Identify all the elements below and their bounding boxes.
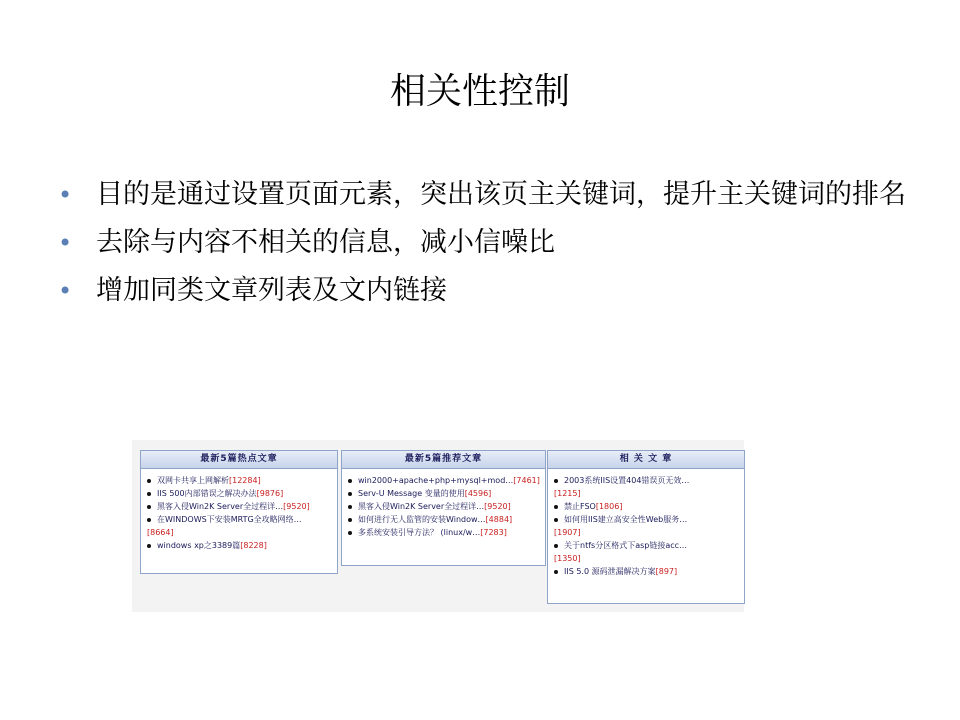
article-count: [7283]	[480, 528, 507, 537]
article-title[interactable]: win2000+apache+php+mysql+mod…	[358, 476, 514, 485]
bullet-dot-icon	[348, 518, 352, 522]
article-panels-screenshot	[132, 440, 744, 612]
article-item[interactable]	[554, 474, 740, 487]
bullet-dot-icon	[554, 479, 558, 483]
article-item[interactable]	[147, 513, 333, 526]
bullet-dot-icon	[554, 505, 558, 509]
article-count-line	[554, 552, 740, 565]
related-articles-panel	[547, 450, 745, 604]
article-item[interactable]	[348, 474, 541, 487]
article-title[interactable]: windows xp之3389篇	[157, 541, 241, 550]
article-item[interactable]	[147, 500, 333, 513]
article-count: [7461]	[513, 476, 540, 485]
bullet-dot-icon	[348, 531, 352, 535]
article-item[interactable]	[554, 500, 740, 513]
article-title[interactable]: 禁止FSO	[564, 502, 596, 511]
article-count: [1350]	[554, 554, 581, 563]
article-list	[548, 469, 744, 578]
article-title[interactable]: IIS 500内部错误之解决办法	[157, 489, 257, 498]
article-count: [8664]	[147, 528, 174, 537]
article-item[interactable]	[348, 487, 541, 500]
panel-header: 相 关 文 章	[548, 451, 744, 469]
bullet-dot-icon	[147, 492, 151, 496]
panel-header: 最新5篇推荐文章	[342, 451, 545, 469]
bullet-dot-icon	[147, 518, 151, 522]
article-item[interactable]	[348, 500, 541, 513]
article-title[interactable]: 如何用IIS建立高安全性Web服务…	[564, 515, 688, 524]
bullet-dot-icon	[554, 570, 558, 574]
bullet-dot-icon	[147, 544, 151, 548]
panel-header: 最新5篇热点文章	[141, 451, 337, 469]
article-title[interactable]: 黑客入侵Win2K Server全过程详…	[358, 502, 485, 511]
article-count: [12284]	[229, 476, 261, 485]
article-count-line	[554, 487, 740, 500]
bullet-item	[58, 224, 918, 262]
article-count: [9520]	[283, 502, 310, 511]
bullet-text: 去除与内容不相关的信息，减小信噪比	[96, 227, 555, 258]
article-item[interactable]	[554, 539, 740, 552]
article-count: [897]	[655, 567, 678, 576]
bullet-dot-icon	[554, 544, 558, 548]
bullet-dot-icon: •	[58, 181, 73, 209]
article-count: [8228]	[240, 541, 267, 550]
article-item[interactable]	[348, 526, 541, 539]
bullet-dot-icon	[348, 479, 352, 483]
bullet-dot-icon	[348, 492, 352, 496]
article-title[interactable]: 2003系统IIS设置404错误页无效…	[564, 476, 690, 485]
article-title[interactable]: 在WINDOWS下安装MRTG全攻略网络…	[157, 515, 302, 524]
article-count: [1806]	[595, 502, 623, 511]
bullet-item	[58, 176, 918, 214]
article-title[interactable]: 黑客入侵Win2K Server全过程详…	[157, 502, 284, 511]
bullet-dot-icon: •	[58, 229, 73, 257]
article-item[interactable]	[147, 474, 333, 487]
hot-articles-panel	[140, 450, 338, 574]
article-title[interactable]: 多系统安装引导方法？ (linux/w…	[358, 528, 481, 537]
bullet-dot-icon	[348, 505, 352, 509]
article-count-line	[554, 526, 740, 539]
article-list	[141, 469, 337, 552]
article-list	[342, 469, 545, 539]
bullet-dot-icon	[147, 505, 151, 509]
slide-title: 相关性控制	[389, 71, 570, 112]
article-title[interactable]: 关于ntfs分区格式下asp链接acc…	[564, 541, 688, 550]
bullet-text: 增加同类文章列表及文内链接	[96, 275, 447, 306]
article-count: [1907]	[554, 528, 581, 537]
article-title[interactable]: 如何进行无人监管的安装Window…	[358, 515, 486, 524]
article-count: [4884]	[485, 515, 513, 524]
article-count-line	[147, 526, 333, 539]
bullet-dot-icon	[147, 479, 151, 483]
recommended-articles-panel	[341, 450, 546, 566]
bullet-dot-icon: •	[58, 277, 73, 305]
article-count: [9520]	[484, 502, 511, 511]
bullet-item	[58, 272, 918, 310]
article-title[interactable]: Serv-U Message 变量的使用	[358, 489, 465, 498]
article-title[interactable]: IIS 5.0 源码泄漏解决方案	[564, 567, 656, 576]
article-count: [4596]	[464, 489, 492, 498]
article-count: [1215]	[554, 489, 581, 498]
article-title[interactable]: 双网卡共享上网解析	[157, 476, 229, 485]
bullet-list	[58, 176, 918, 320]
bullet-text: 目的是通过设置页面元素，突出该页主关键词，提升主关键词的排名	[96, 179, 906, 210]
article-item[interactable]	[554, 565, 740, 578]
bullet-dot-icon	[554, 518, 558, 522]
article-item[interactable]	[554, 513, 740, 526]
article-item[interactable]	[348, 513, 541, 526]
article-item[interactable]	[147, 487, 333, 500]
article-count: [9876]	[256, 489, 284, 498]
article-item[interactable]	[147, 539, 333, 552]
